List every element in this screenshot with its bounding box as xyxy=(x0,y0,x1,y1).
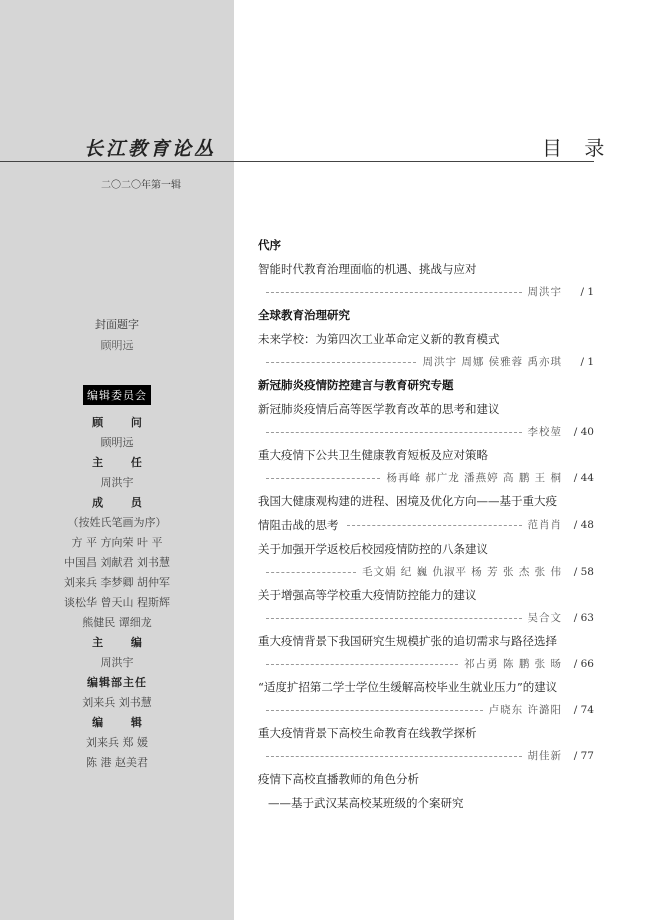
toc-authors: 吴合文 xyxy=(527,612,562,624)
toc-page-number: / 74 xyxy=(573,704,594,716)
board-member-line: 谈松华 曾天山 程斯辉 xyxy=(64,596,170,609)
toc-authors: 杨再峰 郝广龙 潘燕婷 高 鹏 王 桐 xyxy=(386,472,562,484)
toc-authors: 周洪宇 周娜 侯雅蓉 禹亦琪 xyxy=(422,356,562,368)
board-member-line: 中国昌 刘献君 刘书慧 xyxy=(64,556,170,569)
board-role: 编辑部主任 xyxy=(87,676,147,689)
cover-name: 顾明远 xyxy=(100,339,134,352)
board-member-line: （按姓氏笔画为序） xyxy=(67,516,167,529)
dot-leader xyxy=(266,432,522,433)
toc-article-title: 重大疫情背景下我国研究生规模扩张的追切需求与路径选择 xyxy=(258,634,557,648)
toc-article-title: 智能时代教育治理面临的机遇、挑战与应对 xyxy=(258,262,477,276)
toc-author-line xyxy=(258,421,594,443)
toc-article-title: 关于加强开学返校后校园疫情防控的八条建议 xyxy=(258,542,488,556)
dot-leader xyxy=(266,478,380,479)
dot-leader xyxy=(266,618,522,619)
board-role: 主 编 xyxy=(92,636,154,649)
header-rule xyxy=(0,161,594,162)
toc-section-heading: 新冠肺炎疫情防控建言与教育研究专题 xyxy=(258,378,454,392)
toc-page-number: / 58 xyxy=(573,566,594,578)
toc-page-number: / 48 xyxy=(573,519,594,531)
toc-article-title: 关于增强高等学校重大疫情防控能力的建议 xyxy=(258,588,477,602)
board-role: 顾 问 xyxy=(92,416,154,429)
dot-leader xyxy=(266,362,416,363)
dot-leader xyxy=(266,710,483,711)
toc-article-subtitle: ——基于武汉某高校某班级的个案研究 xyxy=(268,796,464,810)
toc-author-line xyxy=(258,699,594,721)
dot-leader xyxy=(347,525,522,526)
toc-section-heading: 代序 xyxy=(258,238,281,252)
toc-page-number: / 77 xyxy=(573,750,594,762)
toc-page-number: / 1 xyxy=(580,286,594,298)
toc-article-title: “适度扩招第二学士学位生缓解高校毕业生就业压力”的建议 xyxy=(258,680,558,694)
toc-heading: 目 录 xyxy=(542,136,613,160)
toc-article-title: 情阻击战的思考 xyxy=(258,518,339,532)
dot-leader xyxy=(266,572,356,573)
toc-author-line xyxy=(258,745,594,767)
board-role: 成 员 xyxy=(92,496,154,509)
toc-section-heading: 全球教育治理研究 xyxy=(258,308,350,322)
toc-page-number: / 44 xyxy=(573,472,594,484)
toc-authors: 周洪宇 xyxy=(527,286,562,298)
toc-article-title: 重大疫情背景下高校生命教育在线教学探析 xyxy=(258,726,477,740)
cover-calligraphy-credit xyxy=(0,316,234,353)
dot-leader xyxy=(266,664,458,665)
toc-author-line xyxy=(258,467,594,489)
toc-author-line xyxy=(258,607,594,629)
board-member-line: 熊健民 谭细龙 xyxy=(82,616,152,629)
board-member-line: 顾明远 xyxy=(100,436,134,449)
toc-authors: 胡佳新 xyxy=(527,750,562,762)
board-header: 编辑委员会 xyxy=(83,385,151,405)
toc-author-line xyxy=(258,561,594,583)
issue-label: 二〇二〇年第一辑 xyxy=(101,180,181,191)
board-member-line: 刘来兵 郑 媛 xyxy=(86,736,148,749)
table-of-contents xyxy=(258,233,594,815)
board-member-line: 刘来兵 李梦卿 胡仲军 xyxy=(64,576,170,589)
toc-page-number: / 1 xyxy=(580,356,594,368)
toc-authors: 李校堃 xyxy=(527,426,562,438)
journal-title: 长江教育论丛 xyxy=(84,138,217,160)
board-role: 编 辑 xyxy=(92,716,154,729)
toc-authors: 毛文娟 纪 巍 仇淑平 杨 芳 张 杰 张 伟 xyxy=(361,566,562,578)
board-member-line: 周洪宇 xyxy=(100,476,134,489)
toc-authors: 卢晓东 许潞阳 xyxy=(488,704,562,716)
toc-article-title: 疫情下高校直播教师的角色分析 xyxy=(258,772,419,786)
toc-page-number: / 66 xyxy=(573,658,594,670)
toc-author-line xyxy=(258,281,594,303)
toc-article-title: 重大疫情下公共卫生健康教育短板及应对策略 xyxy=(258,448,488,462)
dot-leader xyxy=(266,292,522,293)
dot-leader xyxy=(266,756,522,757)
board-member-line: 刘来兵 刘书慧 xyxy=(82,696,152,709)
board-member-line: 周洪宇 xyxy=(100,656,134,669)
toc-authors: 祁占勇 陈 鹏 张 旸 xyxy=(464,658,562,670)
toc-article-title: 新冠肺炎疫情后高等医学教育改革的思考和建议 xyxy=(258,402,500,416)
board-role: 主 任 xyxy=(92,456,154,469)
toc-title-continuation xyxy=(258,513,594,537)
board-member-line: 陈 港 赵美君 xyxy=(86,756,148,769)
editorial-board xyxy=(0,385,234,773)
board-member-line: 方 平 方向荣 叶 平 xyxy=(71,536,163,549)
toc-page-number: / 40 xyxy=(573,426,594,438)
toc-author-line xyxy=(258,351,594,373)
toc-article-title: 我国大健康观构建的进程、困境及优化方向——基于重大疫 xyxy=(258,494,557,508)
toc-authors: 范肖肖 xyxy=(527,519,562,531)
toc-author-line xyxy=(258,653,594,675)
toc-article-title: 未来学校：为第四次工业革命定义新的教育模式 xyxy=(258,332,500,346)
toc-page-number: / 63 xyxy=(573,612,594,624)
cover-label: 封面题字 xyxy=(95,318,139,331)
